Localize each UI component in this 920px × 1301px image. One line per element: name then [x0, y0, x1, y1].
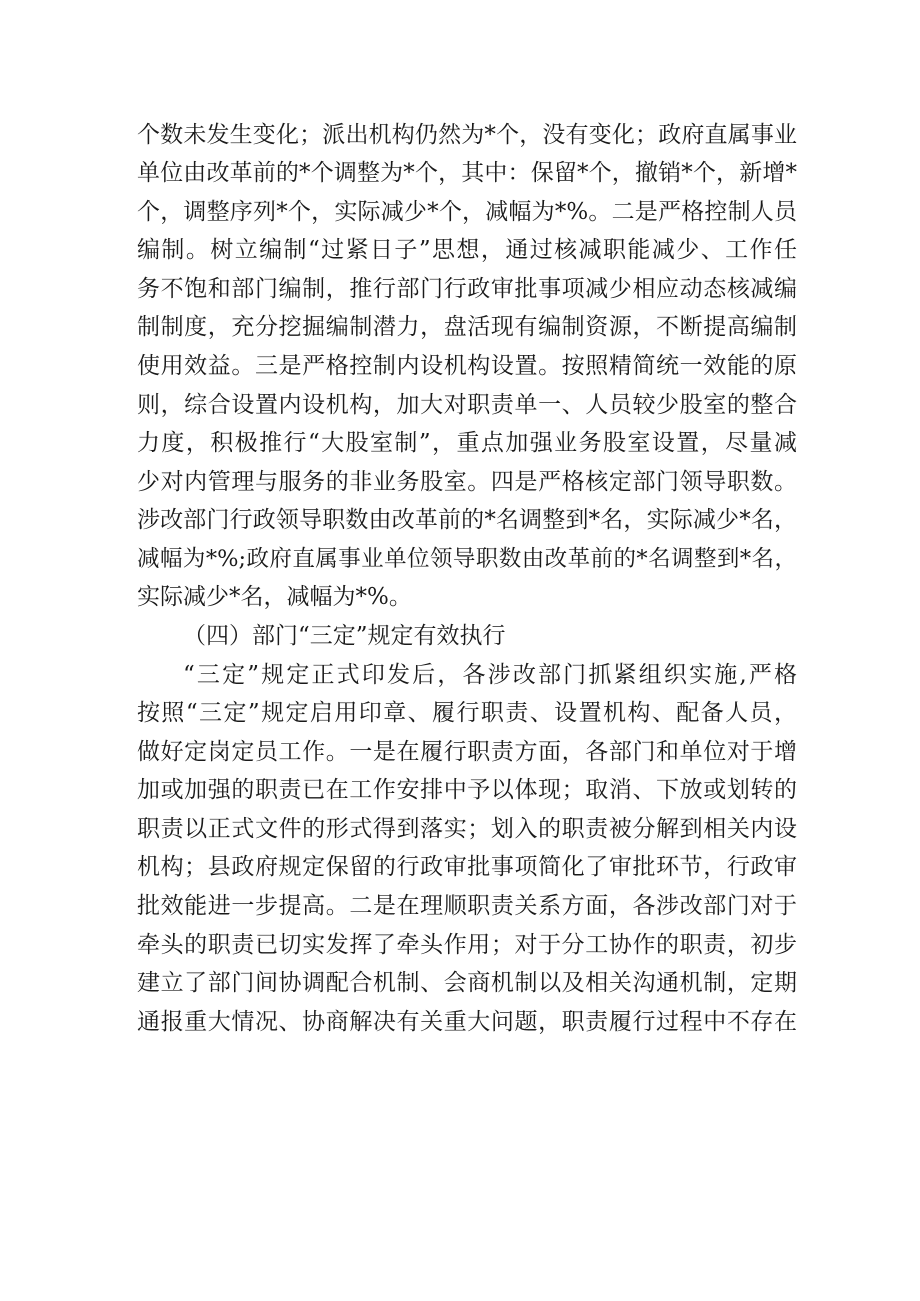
body-line: 加或加强的职责已在工作安排中予以体现；取消、下放或划转的: [137, 777, 797, 803]
body-line: 个数未发生变化；派出机构仍然为*个，没有变化；政府直属事业: [137, 122, 797, 148]
body-line: 减幅为*%;政府直属事业单位领导职数由改革前的*名调整到*名，: [137, 546, 797, 572]
body-line: 建立了部门间协调配合机制、会商机制以及相关沟通机制，定期: [137, 970, 797, 996]
body-line: 务不饱和部门编制，推行部门行政审批事项减少相应动态核减编: [137, 276, 797, 302]
body-line: 个，调整序列*个，实际减少*个，减幅为*%。二是严格控制人员: [137, 199, 797, 225]
body-line: 牵头的职责已切实发挥了牵头作用；对于分工协作的职责，初步: [137, 932, 797, 958]
body-line: 做好定岗定员工作。一是在履行职责方面，各部门和单位对于增: [137, 739, 797, 765]
section-heading: （四）部门“三定”规定有效执行: [183, 623, 506, 649]
body-line: 通报重大情况、协商解决有关重大问题，职责履行过程中不存在: [137, 1009, 797, 1035]
body-line: 机构；县政府规定保留的行政审批事项简化了审批环节，行政审: [137, 854, 797, 880]
body-line: 则，综合设置内设机构，加大对职责单一、人员较少股室的整合: [137, 392, 797, 418]
body-line: 职责以正式文件的形式得到落实；划入的职责被分解到相关内设: [137, 816, 797, 842]
body-line: 涉改部门行政领导职数由改革前的*名调整到*名，实际减少*名，: [137, 507, 797, 533]
body-line: 制制度，充分挖掘编制潜力，盘活现有编制资源，不断提高编制: [137, 314, 797, 340]
body-line: 批效能进一步提高。二是在理顺职责关系方面，各涉改部门对于: [137, 893, 797, 919]
body-line: 少对内管理与服务的非业务股室。四是严格核定部门领导职数。: [137, 469, 797, 495]
body-line: 按照“三定”规定启用印章、履行职责、设置机构、配备人员，: [137, 700, 797, 726]
body-line: 单位由改革前的*个调整为*个，其中：保留*个，撤销*个，新增*: [137, 160, 797, 186]
paragraph-first-line: “三定”规定正式印发后，各涉改部门抓紧组织实施,严格: [183, 662, 797, 688]
body-line: 实际减少*名，减幅为*%。: [137, 584, 412, 610]
body-line: 编制。树立编制“过紧日子”思想，通过核减职能减少、工作任: [137, 237, 797, 263]
body-line: 力度，积极推行“大股室制”，重点加强业务股室设置，尽量减: [137, 430, 797, 456]
body-line: 使用效益。三是严格控制内设机构设置。按照精简统一效能的原: [137, 353, 797, 379]
